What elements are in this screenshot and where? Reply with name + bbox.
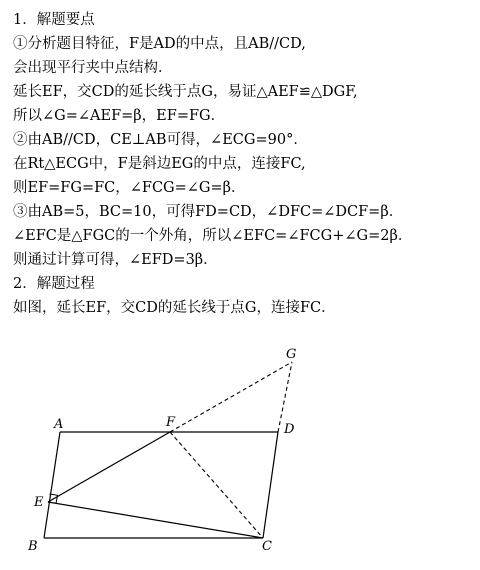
segment-DC xyxy=(263,432,278,538)
text-line: 如图，延长EF，交CD的延长线于点G，连接FC． xyxy=(13,300,336,316)
label-D: D xyxy=(284,422,295,437)
text-line: ∠EFC是△FGC的一个外角，所以∠EFC=∠FCG+∠G=2β． xyxy=(13,228,413,244)
text-line: ①分析题目特征，F是AD的中点，且AB//CD, xyxy=(13,36,306,52)
segment-AB xyxy=(44,432,60,538)
segment-EC xyxy=(48,502,263,538)
segment-FC xyxy=(170,432,263,538)
text-line: ②由AB//CD，CE⊥AB可得，∠ECG=90°． xyxy=(13,132,308,148)
text-line: 则EF=FG=FC，∠FCG=∠G=β． xyxy=(13,180,246,196)
text-line: ③由AB=5，BC=10，可得FD=CD，∠DFC=∠DCF=β． xyxy=(13,204,404,220)
heading-solution-process: 2．解题过程 xyxy=(13,276,95,292)
geometry-diagram xyxy=(0,340,480,570)
segment-EF xyxy=(48,432,170,502)
label-E: E xyxy=(34,495,44,510)
text-line: 在Rt△ECG中，F是斜边EG的中点，连接FC, xyxy=(13,156,306,172)
text-line: 则通过计算可得，∠EFD=3β． xyxy=(13,252,218,268)
label-F: F xyxy=(166,415,176,430)
label-A: A xyxy=(54,417,64,432)
text-line: 延长EF，交CD的延长线于点G，易证△AEF≌△DGF, xyxy=(13,84,358,100)
geometry-figure xyxy=(0,340,480,570)
solution-text xyxy=(13,8,473,320)
label-G: G xyxy=(286,347,297,362)
text-line: 会出现平行夹中点结构． xyxy=(13,60,173,76)
label-B: B xyxy=(28,539,38,554)
label-C: C xyxy=(262,539,272,554)
segment-FG xyxy=(170,362,292,432)
text-line: 所以∠G=∠AEF=β，EF=FG． xyxy=(13,108,226,124)
heading-key-points: 1．解题要点 xyxy=(13,12,95,28)
